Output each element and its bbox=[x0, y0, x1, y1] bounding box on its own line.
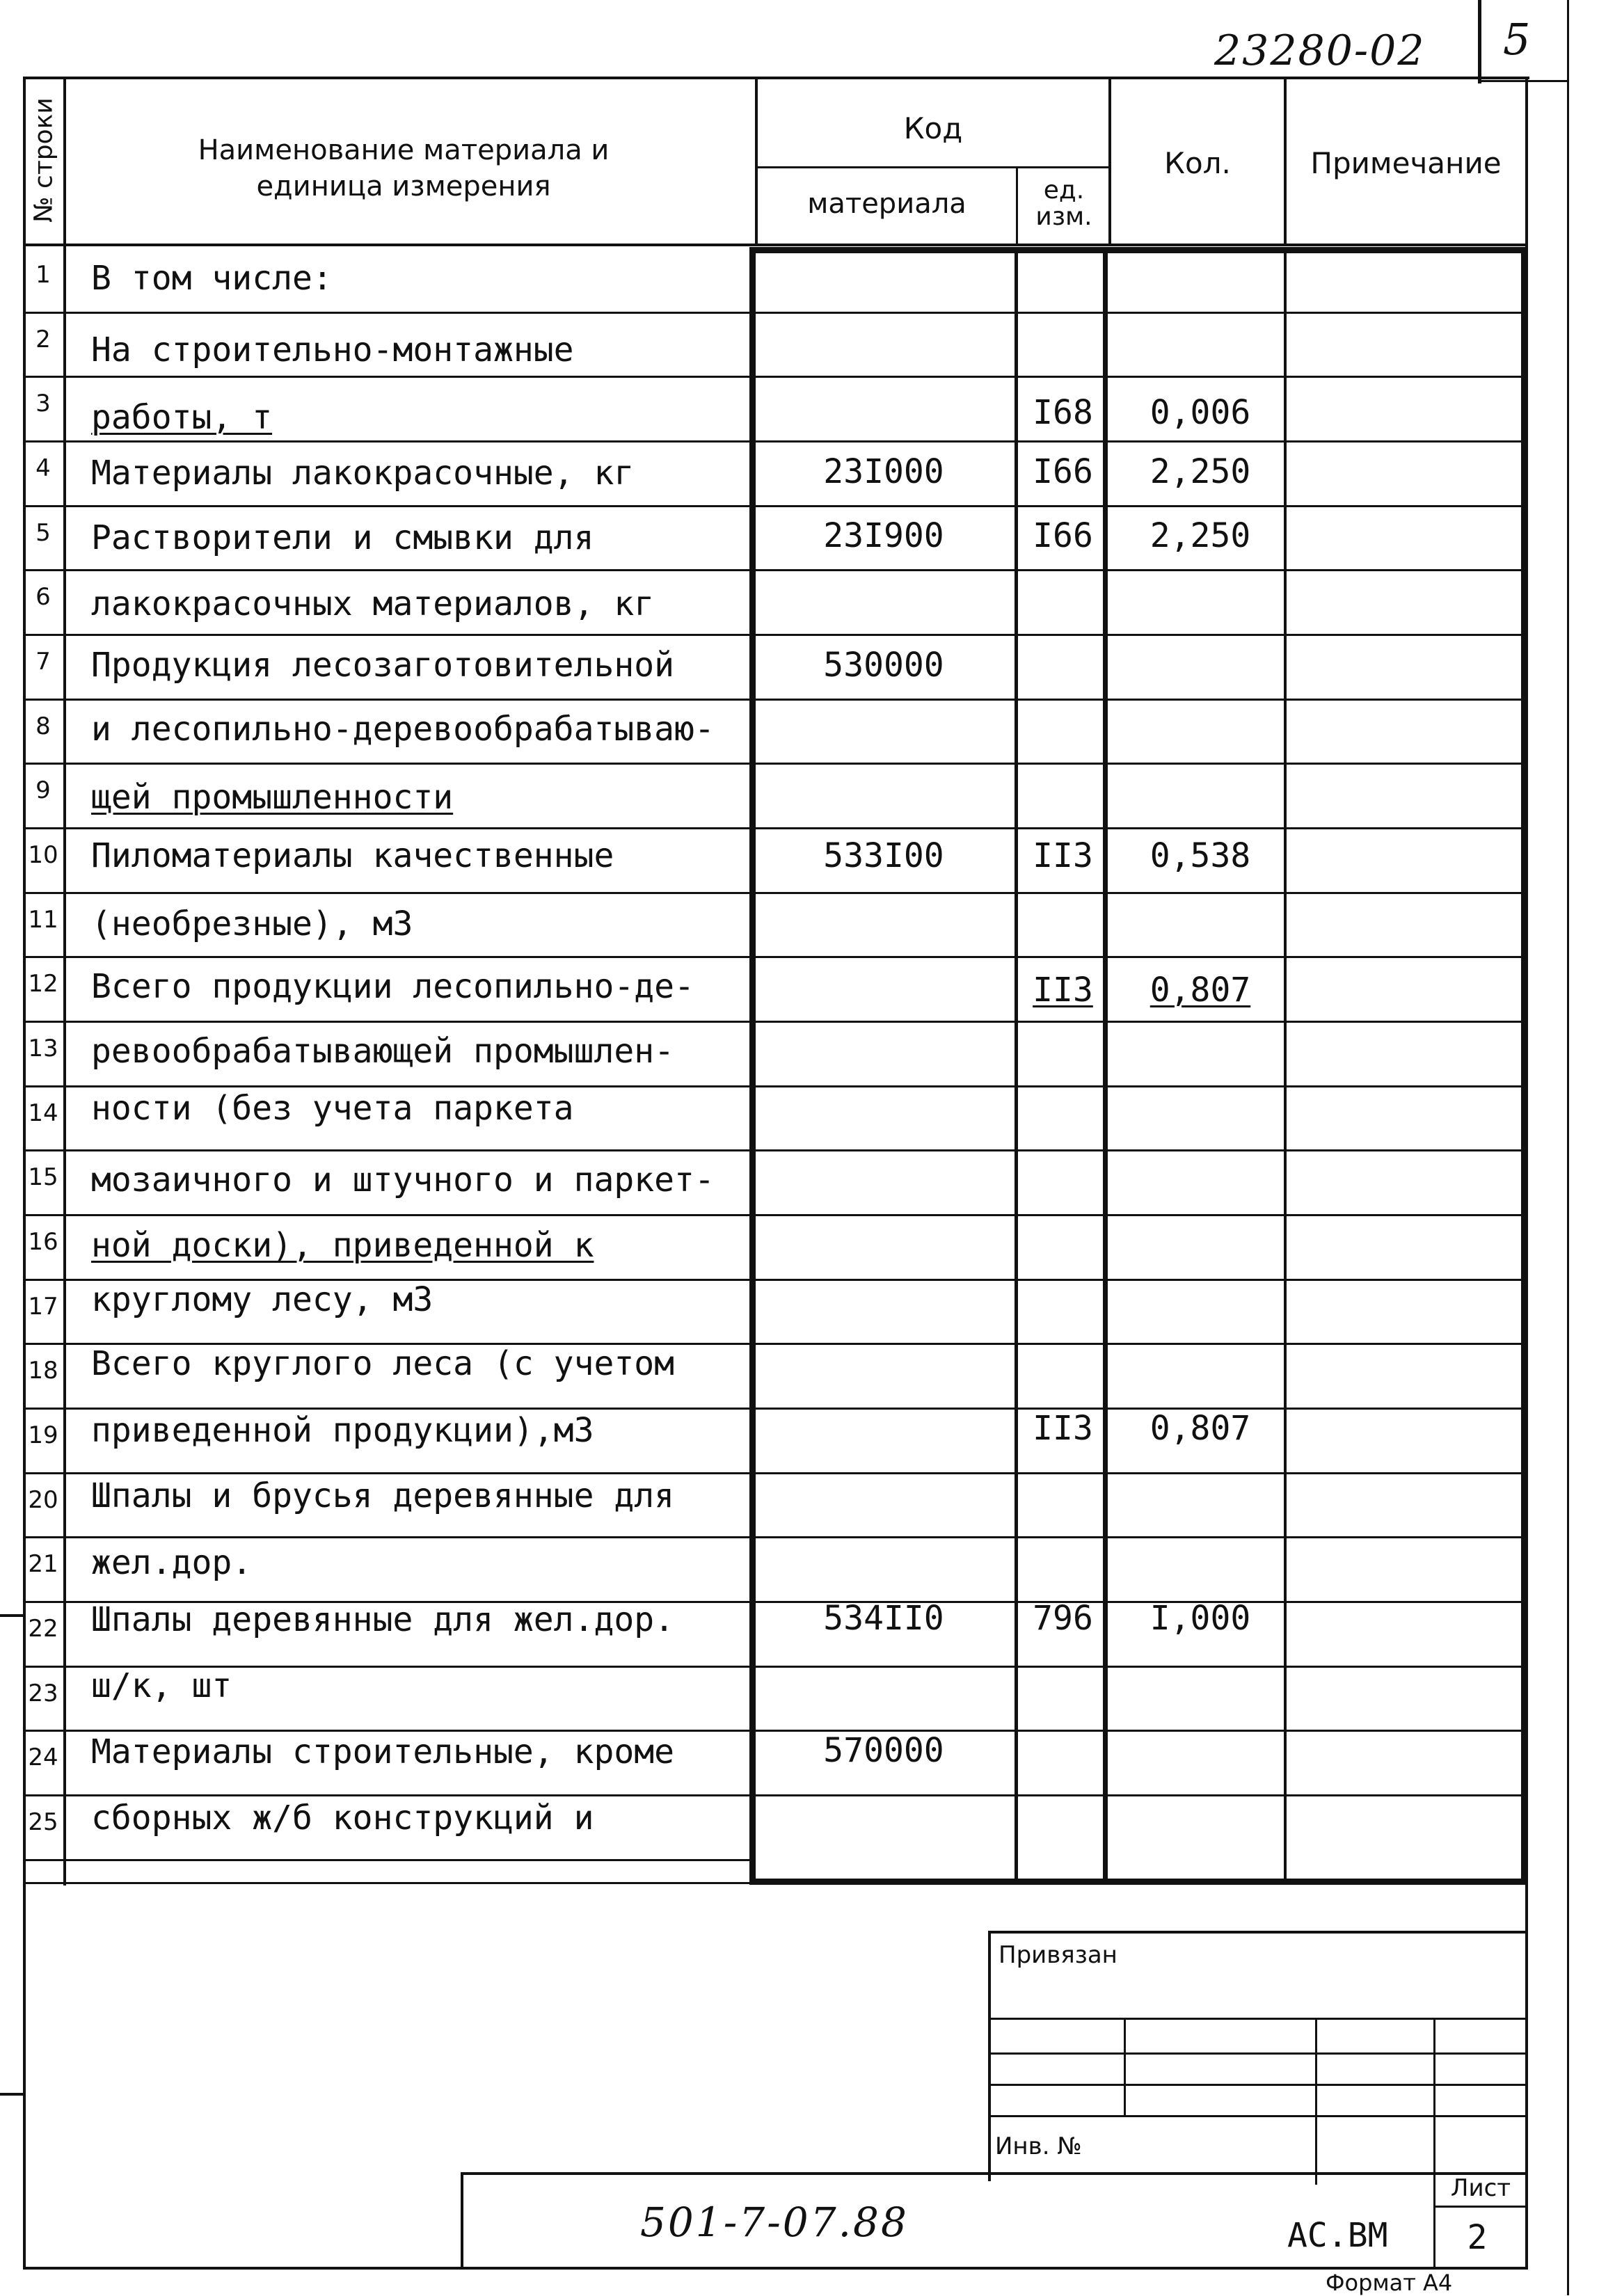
material-name: Шпалы и брусья деревянные для bbox=[91, 1476, 675, 1515]
material-name: жел.дор. bbox=[91, 1543, 253, 1582]
row-number: 11 bbox=[28, 906, 58, 934]
header-code: Код bbox=[903, 111, 963, 145]
quantity: 2,250 bbox=[1149, 452, 1251, 491]
material-name: ревообрабатывающей промышлен- bbox=[91, 1032, 675, 1071]
frame-left bbox=[23, 77, 26, 2268]
row-number: 2 bbox=[35, 326, 51, 353]
unit-code: I66 bbox=[1033, 516, 1093, 555]
row-number: 13 bbox=[28, 1035, 58, 1062]
page-number-divider bbox=[1478, 0, 1481, 83]
row-number: 23 bbox=[28, 1680, 58, 1707]
quantity: 0,807 bbox=[1149, 971, 1251, 1010]
material-name: На строительно-монтажные bbox=[91, 330, 574, 369]
material-name: лакокрасочных материалов, кг bbox=[91, 584, 655, 623]
frame-top bbox=[23, 77, 1529, 79]
material-name: Растворители и смывки для bbox=[91, 518, 594, 557]
quantity: I,000 bbox=[1149, 1599, 1251, 1638]
row-number: 5 bbox=[35, 519, 51, 547]
page-number-underline bbox=[1478, 80, 1568, 82]
paper-format: Формат А4 bbox=[1326, 2270, 1453, 2296]
stamp-attached-label: Привязан bbox=[999, 1941, 1117, 1969]
material-name: Пиломатериалы качественные bbox=[91, 836, 614, 875]
unit-code: II3 bbox=[1033, 971, 1093, 1010]
row-number: 18 bbox=[28, 1357, 58, 1385]
material-name: работы, т bbox=[91, 398, 273, 437]
material-name: Материалы лакокрасочные, кг bbox=[91, 454, 635, 493]
document-code: 23280-02 bbox=[1214, 26, 1426, 75]
row-number: 4 bbox=[35, 454, 51, 482]
unit-code: II3 bbox=[1033, 836, 1093, 875]
quantity: 2,250 bbox=[1149, 516, 1251, 555]
sheet-number: 2 bbox=[1467, 2218, 1488, 2257]
material-code: 570000 bbox=[823, 1731, 944, 1770]
unit-code: II3 bbox=[1033, 1409, 1093, 1448]
material-name: приведенной продукции),м3 bbox=[91, 1411, 594, 1450]
material-name: щей промышленности bbox=[91, 778, 454, 817]
unit-code: I68 bbox=[1033, 393, 1093, 432]
row-number: 12 bbox=[28, 970, 58, 998]
material-code: 534II0 bbox=[823, 1599, 944, 1638]
row-number: 25 bbox=[28, 1808, 58, 1836]
material-name: мозаичного и штучного и паркет- bbox=[91, 1161, 715, 1199]
material-name: Продукция лесозаготовительной bbox=[91, 646, 675, 685]
row-number: 14 bbox=[28, 1099, 58, 1127]
row-number: 8 bbox=[35, 712, 51, 740]
material-name: Шпалы деревянные для жел.дор. bbox=[91, 1600, 675, 1639]
row-number: 10 bbox=[28, 841, 58, 869]
quantity: 0,006 bbox=[1149, 393, 1251, 432]
stamp-inventory-label: Инв. № bbox=[995, 2132, 1082, 2160]
row-number: 16 bbox=[28, 1228, 58, 1256]
header-material-code: материала bbox=[807, 188, 966, 220]
header-unit: ед. изм. bbox=[1035, 176, 1092, 231]
document-mark: АС.ВМ bbox=[1287, 2216, 1388, 2255]
row-number: 3 bbox=[35, 390, 51, 417]
quantity: 0,807 bbox=[1149, 1409, 1251, 1448]
row-number: 17 bbox=[28, 1293, 58, 1321]
material-name: ности (без учета паркета bbox=[91, 1089, 574, 1128]
material-code: 530000 bbox=[823, 646, 944, 685]
unit-code: I66 bbox=[1033, 452, 1093, 491]
header-quantity: Кол. bbox=[1164, 146, 1231, 180]
project-number: 501-7-07.88 bbox=[640, 2199, 909, 2246]
header-name: Наименование материала и единица измерения bbox=[198, 134, 610, 202]
header-note: Примечание bbox=[1310, 146, 1502, 180]
material-code: 533I00 bbox=[823, 836, 944, 875]
material-name: В том числе: bbox=[91, 259, 333, 298]
material-name: Материалы строительные, кроме bbox=[91, 1732, 675, 1771]
row-number: 20 bbox=[28, 1486, 58, 1514]
row-number: 22 bbox=[28, 1615, 58, 1643]
binding-mark-2 bbox=[0, 2093, 25, 2096]
row-number: 24 bbox=[28, 1744, 58, 1771]
material-name: ш/к, шт bbox=[91, 1666, 232, 1705]
page-number: 5 bbox=[1503, 14, 1531, 65]
sheet-label: Лист bbox=[1450, 2174, 1511, 2202]
row-number: 6 bbox=[35, 583, 51, 611]
material-code: 23I900 bbox=[823, 516, 944, 555]
material-name: ной доски), приведенной к bbox=[91, 1226, 594, 1265]
material-name: Всего продукции лесопильно-де- bbox=[91, 967, 694, 1006]
row-number: 9 bbox=[35, 776, 51, 804]
row-number: 19 bbox=[28, 1421, 58, 1449]
material-name: сборных ж/б конструкций и bbox=[91, 1799, 594, 1837]
frame-bottom bbox=[23, 2267, 1528, 2270]
header-row-number: № строки bbox=[29, 97, 58, 223]
material-name: Всего круглого леса (с учетом bbox=[91, 1344, 675, 1383]
material-name: круглому лесу, м3 bbox=[91, 1280, 433, 1319]
binding-mark-1 bbox=[0, 1614, 25, 1617]
row-number: 1 bbox=[35, 261, 51, 289]
right-border-line bbox=[1567, 0, 1569, 2295]
row-number: 7 bbox=[35, 648, 51, 676]
row-number: 21 bbox=[28, 1550, 58, 1578]
material-name: и лесопильно-деревообрабатываю- bbox=[91, 710, 715, 749]
row-number: 15 bbox=[28, 1163, 58, 1191]
quantity: 0,538 bbox=[1149, 836, 1251, 875]
unit-code: 796 bbox=[1033, 1599, 1093, 1638]
material-code: 23I000 bbox=[823, 452, 944, 491]
material-name: (необрезные), м3 bbox=[91, 904, 413, 943]
